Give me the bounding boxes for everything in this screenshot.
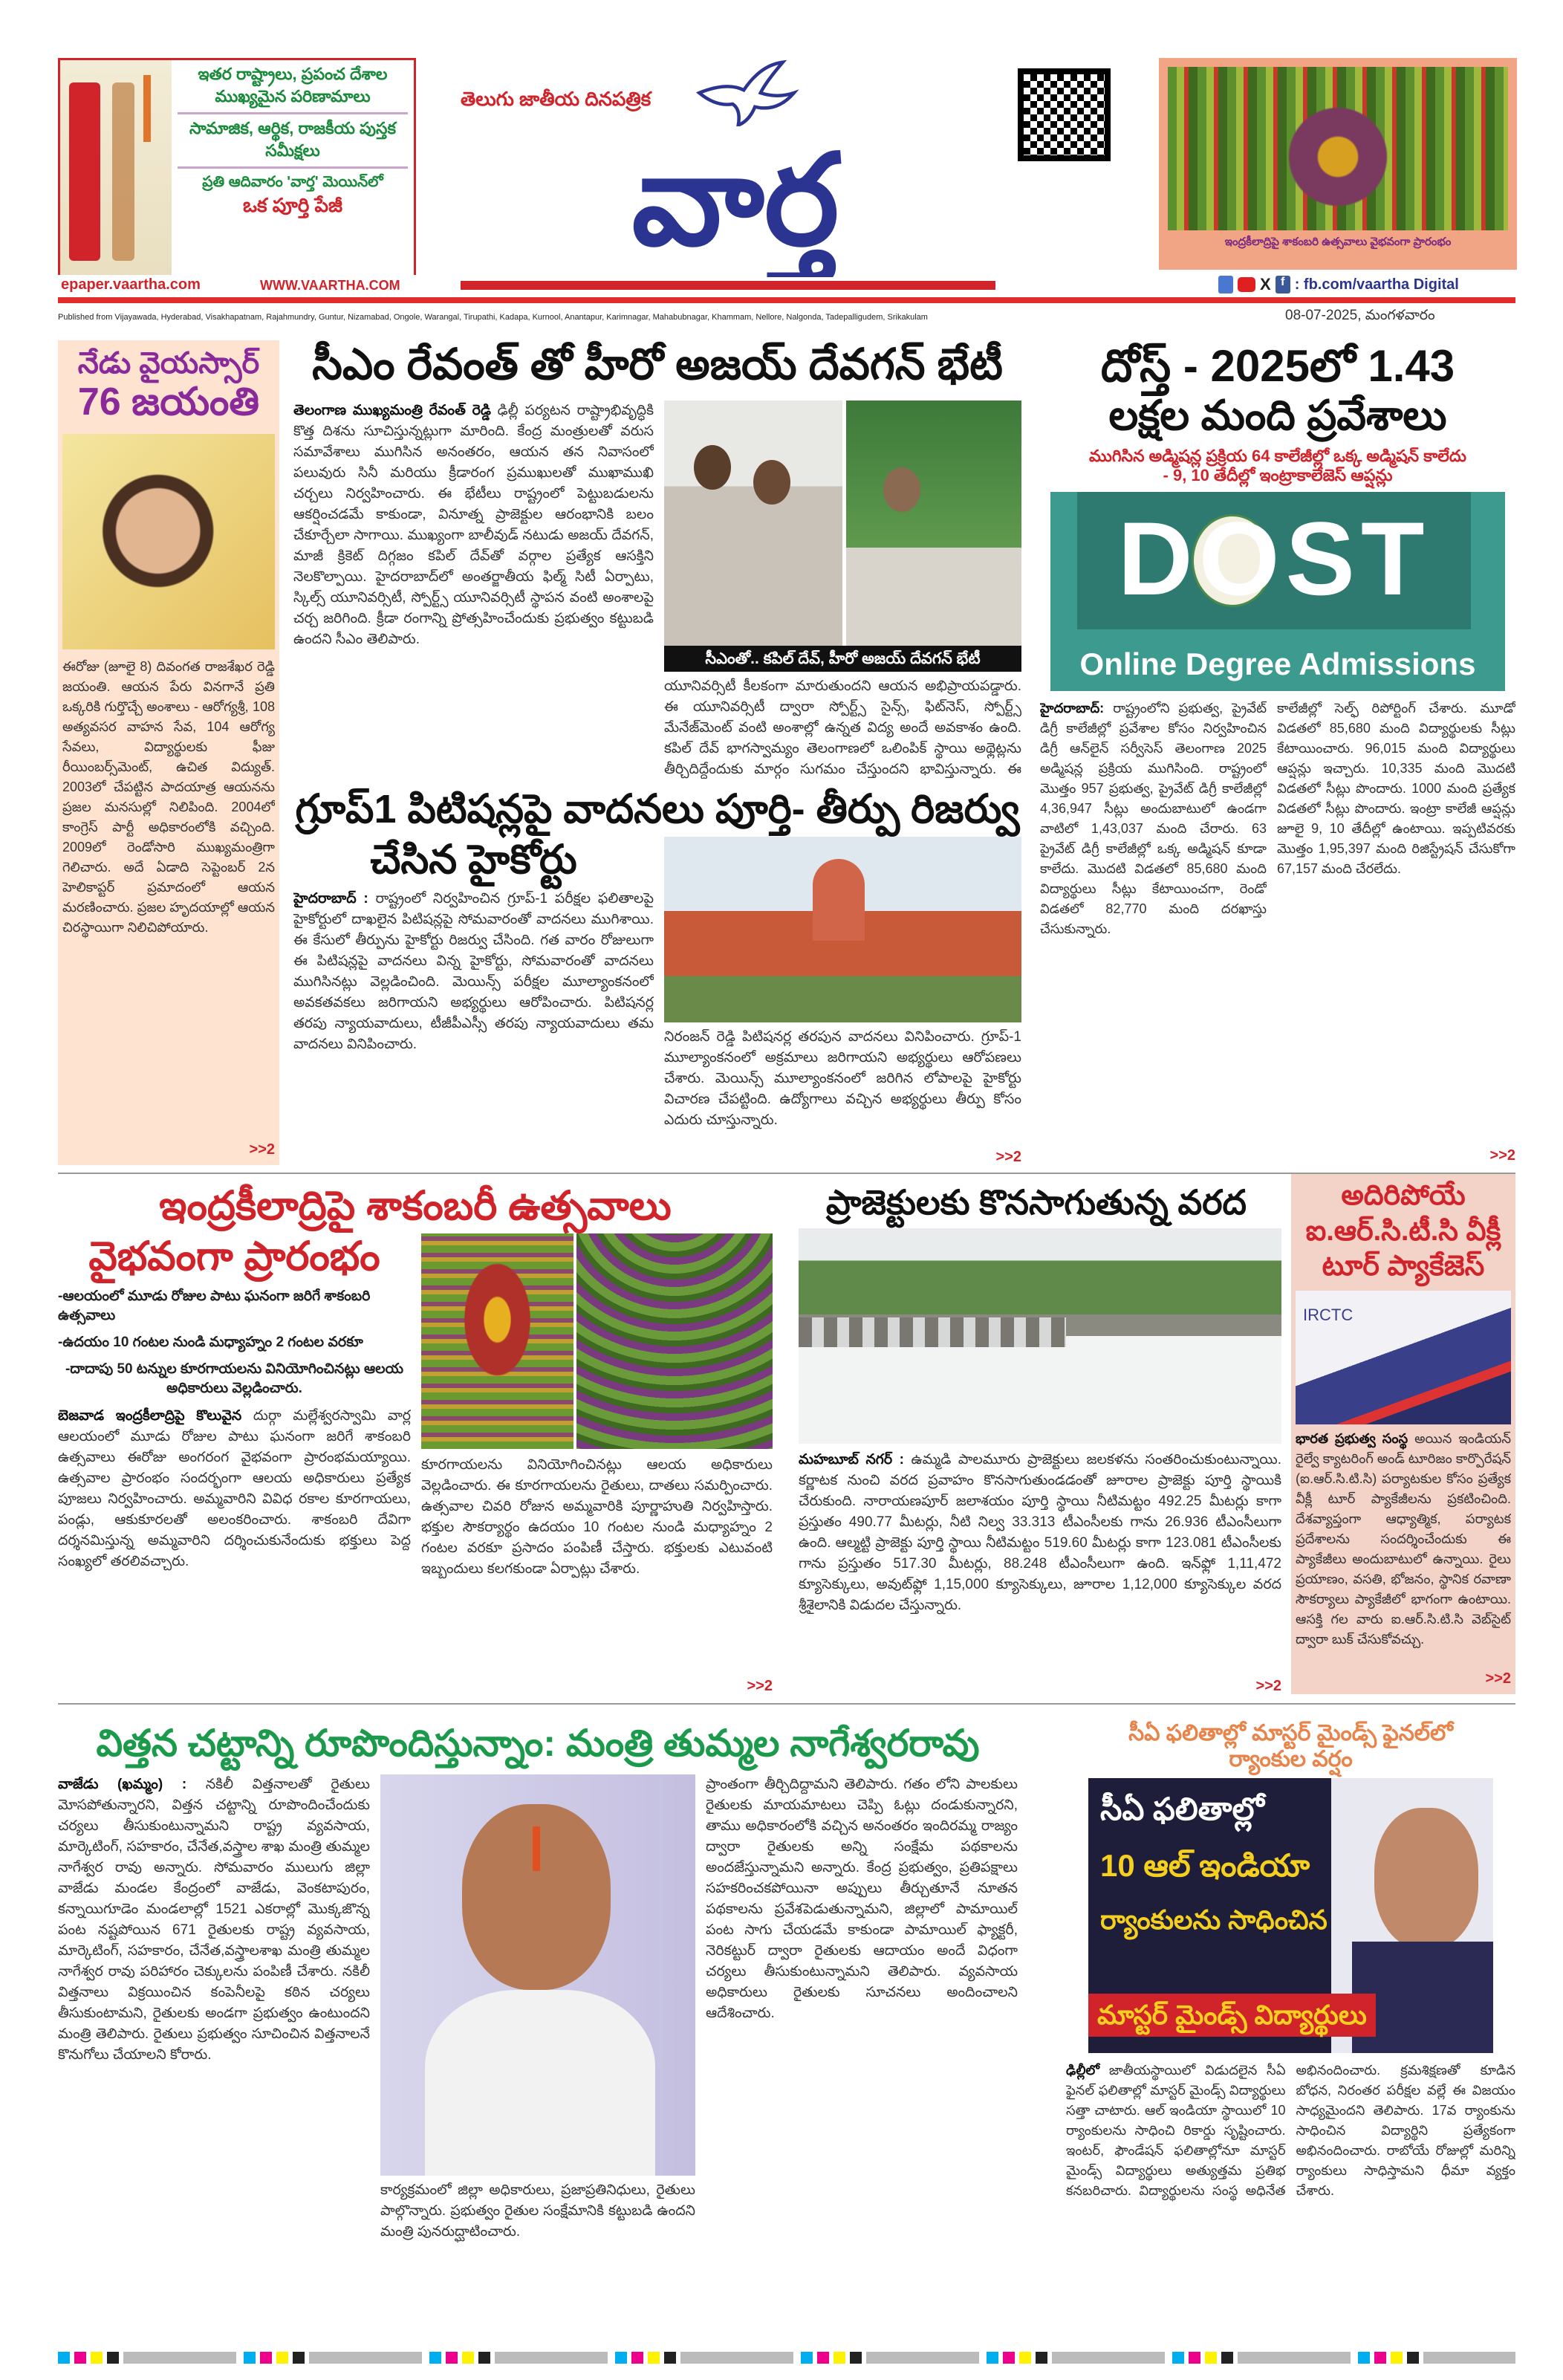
continued-link[interactable]: >>2 [747, 1678, 773, 1694]
dost-subhead-2: - 9, 10 తేదీల్లో ఇంట్రాకాలేజెస్ ఆప్షన్లు [1163, 465, 1393, 484]
shakambari-story [58, 1183, 773, 1696]
shakambari-bullets [58, 1287, 411, 1406]
cm-body: తెలంగాణ ముఖ్యమంత్రి రేవంత్ రెడ్డి ఢిల్లీ పర్యటన రాష్ట్రాభివృద్ధికి కొత్త దిశను సూచిస్తున్నట్లుగా మారింది. కేంద్ర మంత్రులతో వరుస సమావేశాలు ముగిసిన అనంతరం, ఆయన తన నివాసంలో పలువురు సినీ మరియు క్రీడారంగ ప్రముఖులతో ముఖాముఖి చర్చలు నిర్వహించారు. ఈ భేటీలు రాష్ట్రంలో పెట్టుబడులను ఆకర్షించడమే కాకుండా, వినూత్న ప్రాజెక్టుల ఆరంభానికి బలం చేకూర్చేలా సాగాయి. ముఖ్యంగా బాలీవుడ్ నటుడు అజయ్ దేవగన్, మాజీ క్రికెట్ దిగ్గజం కపిల్ దేవ్‌తో వర్గాల ప్రత్యేక ఆసక్తిని నెలకొల్పాయి. హైదరాబాద్‌లో అంతర్జాతీయ ఫిల్మ్ సిటీ ఏర్పాటు, స్కిల్స్ యూనివర్సిటీ, స్పోర్ట్స్ యూనివర్సిటీ స్థాపన వంటి అంశాలపై చర్చ జరిగింది. క్రీడా రంగాన్ని ప్రోత్సహించేందుకు ప్రభుత్వం కట్టుబడి ఉందని సీఎం తెలిపారు. [293, 402, 654, 647]
flood-story [791, 1183, 1281, 1696]
cm-kapil-dev-photo [846, 401, 1021, 646]
x-icon[interactable]: X [1260, 275, 1271, 294]
promo-line-4: ఒక పూర్తి పేజీ [243, 194, 342, 216]
irctc-headline-1: అదిరిపోయే [1341, 1180, 1466, 1211]
dost-body: హైదరాబాద్: రాష్ట్రంలోని ప్రభుత్వ, ప్రైవేట్ డిగ్రీ కాలేజీల్లో ప్రవేశాల కోసం నిర్వహించిన డిగ్రీ ఆన్‌లైన్ సర్వీసెస్ తెలంగాణ 2025 అడ్మిషన్ల ప్రక్రియ ముగిసింది. రాష్ట్రంలో మొత్తం 957 ప్రభుత్వ, ప్రైవేట్ డిగ్రీ కాలేజీల్లో 4,36,947 సీట్లు అందుబాటులో ఉండగా వాటిలో 1,43,037 మంది చేరారు. 63 ప్రైవేట్ డిగ్రీ కాలేజీల్లో ఒక్క అడ్మిషన్ కూడా కాలేదు. మొదటి విడతలో 85,680 మంది విద్యార్థులు సీట్లు కేటాయించగా, రెండో విడతలో 82,770 మంది దరఖాస్తు చేసుకున్నారు. [1040, 700, 1267, 936]
youtube-icon[interactable] [1238, 277, 1255, 292]
epaper-link[interactable]: epaper.vaartha.com [61, 276, 201, 293]
dost-logo-text: DOST [1117, 499, 1431, 617]
irctc-body: భారత ప్రభుత్వ సంస్థ అయిన ఇండియన్ రైల్వే క్యాటరింగ్ అండ్ టూరిజం కార్పొరేషన్ (ఐ.ఆర్.సి.టి.సి) పర్యాటకుల కోసం ప్రత్యేక వీక్లీ టూర్ ప్యాకేజీలను ప్రకటించింది. దేశవ్యాప్తంగా ఆధ్యాత్మిక, పర్యాటక ప్రదేశాలను సందర్శించేందుకు ఈ ప్యాకేజీలు అందుబాటులో ఉన్నాయి. రైలు ప్రయాణం, వసతి, భోజనం, స్థానిక రవాణా సౌకర్యాలు ప్యాకేజీలో భాగంగా ఉంటాయి. ఆసక్తి గల వారు ఐ.ఆర్.సి.టి.సి వెబ్‌సైట్ ద్వారా బుక్ చేసుకోవచ్చు. [1296, 1431, 1511, 1647]
cm-story [293, 340, 1021, 779]
shakambari-headline-2: వైభవంగా ప్రారంభం [88, 1234, 380, 1280]
magazine-banner-image [60, 60, 172, 275]
irctc-headline-2: ఐ.ఆర్.సి.టీ.సి వీక్లీ [1305, 1215, 1501, 1247]
shakambari-headline-1: ఇంద్రకీలాద్రిపై శాకంబరీ ఉత్సవాలు [159, 1184, 672, 1228]
minister-thummala-photo [380, 1774, 695, 2176]
dost-body-continued: కాలేజీల్లో సెల్ఫ్ రిపోర్టింగ్ చేశారు. మూడో విడతలో 85,680 మంది విద్యార్థులకు సీట్లు కేటాయించారు. 96,015 మంది విద్యార్థులు ఆప్షన్లు ఇచ్చారు. 10,335 మంది మొదటి విడతలో సీట్లు పొందారు. 1000 మంది ప్రత్యేక విడతలో సీట్లు పొందారు. ఇంట్రా కాలేజీ ఆప్షన్లు జూలై 9, 10 తేదీల్లో ఉంటాయి. ఇప్పటివరకు మొత్తం 1,95,397 మంది రిజిస్ట్రేషన్ చేసుకోగా 67,157 మంది చేరలేదు. [1277, 700, 1515, 876]
color-registration-bar [58, 2352, 1515, 2364]
shakambari-ear-image [1168, 67, 1508, 230]
bullet: -దాదాపు 50 టన్నుల కూరగాయలను వినియోగించినట్లు ఆలయ అధికారులు వెల్లడించారు. [65, 1361, 404, 1397]
ca-headline-2: ర్యాంకుల వర్షం [1229, 1746, 1353, 1771]
shakambari-deity-photo [421, 1233, 573, 1449]
promo-line-1: ఇతర రాష్ట్రాలు, ప్రపంచ దేశాల ముఖ్యమైన పరిణామాలు [178, 63, 408, 114]
cm-body-continued: యూనివర్సిటీ కీలకంగా మారుతుందని ఆయన అభిప్రాయపడ్డారు. ఈ యూనివర్సిటీ ద్వారా స్పోర్ట్స్ సైన్స్, ఫిట్‌నెస్, స్పోర్ట్స్ మేనేజ్‌మెంట్ వంటి అంశాల్లో ఉన్నత విద్య అందే అవకాశం ఉంది. కపిల్ దేవ్ భాగస్వామ్యం తెలంగాణలో ఒలింపిక్ స్థాయి అథ్లెట్లను తీర్చిదిద్దేందుకు మార్గం సుగమం చేస్తుందని భావిస్తున్నారు. ఈ [664, 678, 1021, 777]
shakambari-body-continued: కూరగాయలను వినియోగించినట్లు ఆలయ అధికారులు వెల్లడించారు. ఈ కూరగాయలను రైతులు, దాతలు సమర్పించారు. ఉత్సవాల చివరి రోజున అమ్మవారికి పూర్ణాహుతి నిర్వహిస్తారు. భక్తుల సౌకర్యార్థం ఉదయం 10 గంటల నుండి మధ్యాహ్నం 2 గంటల వరకూ ప్రసాదం పంపిణీ చేస్తారు. భక్తులకు ఎటువంటి ఇబ్బందులు కలగకుండా ఏర్పాట్లు చేశారు. [421, 1457, 773, 1578]
google-news-icon[interactable] [1218, 276, 1233, 294]
ad-line-1: సీఏ ఫలితాల్లో [1100, 1792, 1264, 1826]
ysr-box [58, 340, 279, 1165]
issue-date: 08-07-2025, మంగళవారం [1285, 308, 1435, 323]
continued-link[interactable]: >>2 [1255, 1678, 1281, 1694]
dost-subhead-1: ముగిసిన అడ్మిషన్ల ప్రక్రియ 64 కాలేజీల్లో ఒక్క అడ్మిషన్ కాలేదు [1088, 447, 1467, 466]
row-divider [58, 1703, 1515, 1705]
shakambari-body: బెజవాడ ఇంద్రకీలాద్రిపై కొలువైన దుర్గా మల్లేశ్వరస్వామి వార్ల ఆలయంలో మూడు రోజుల పాటు ఘనంగా జరిగే శాకంబరి ఉత్సవాలు ఈరోజు అంగరంగ వైభవంగా ప్రారంభమయ్యాయి. ఉత్సవాల ప్రారంభం సందర్భంగా ఆలయ అధికారులు ప్రత్యేక పూజలు నిర్వహించారు. అమ్మవారిని వివిధ రకాల కూరగాయలు, పండ్లు, ఆకుకూరలతో అలంకరించారు. శాకంబరి దేవిగా దర్శనమిస్తున్న అమ్మవారిని దర్శించుకునేందుకు భక్తులు పెద్ద సంఖ్యలో తరలివచ్చారు. [58, 1408, 411, 1570]
ysr-title-2: 76 జయంతి [77, 380, 260, 424]
ear-caption: ఇంద్రకీలాద్రిపై శాకంబరి ఉత్సవాలు వైభవంగా ప్రారంభం [1224, 236, 1452, 248]
thummala-body-bottom: కార్యక్రమంలో జిల్లా అధికారులు, ప్రజాప్రతినిధులు, రైతులు పాల్గొన్నారు. ప్రభుత్వం రైతుల సంక్షేమానికి కట్టుబడి ఉందని మంత్రి పునరుద్ఘాటించారు. [380, 2182, 695, 2240]
dost-story [1040, 340, 1515, 1165]
promo-line-3: ప్రతి ఆదివారం 'వార్త' మెయిన్‌లో [202, 174, 383, 190]
flood-body: మహబూబ్ నగర్ : ఉమ్మడి పాలమూరు ప్రాజెక్టులు జలకళను సంతరించుకుంటున్నాయి. కర్ణాటక నుంచి వరద ప్రవాహం కొనసాగుతుండడంతో జూరాల ప్రాజెక్టు పూర్తి స్థాయికి చేరుకుంది. నారాయణపూర్ జలాశయం పూర్తి స్థాయి నీటిమట్టం 492.25 మీటర్లు కాగా ప్రస్తుతం 490.77 మీటర్లు, నీటి నిల్వ 33.313 టీఎంసీలకు గాను 26.936 టీఎంసీలుగా ఉంది. ఆల్మట్టి ప్రాజెక్టు పూర్తి స్థాయి నీటిమట్టం 519.60 మీటర్లు కాగా 123.081 టీఎంసీలకు గాను ప్రస్తుతం 517.30 మీటర్లు, 88.248 టీఎంసీలుగా ఉంది. ఇన్‌ఫ్లో 1,11,472 క్యూసెక్కులు, అవుట్‌ఫ్లో 1,15,000 క్యూసెక్కులు, జూరాల 1,12,000 క్యూసెక్కుల వరద శ్రీశైలానికి విడుదల చేస్తున్నారు. [799, 1451, 1281, 1613]
ad-line-3: ర్యాంకులను సాధించిన [1100, 1904, 1328, 1935]
group1-body: హైదరాబాద్ : రాష్ట్రంలో నిర్వహించిన గ్రూప్-1 పరీక్షల ఫలితాలపై హైకోర్టులో దాఖలైన పిటిషన్లపై సోమవారంతో వాదనలు ముగిశాయి. ఈ కేసులో తీర్పును హైకోర్టు రిజర్వు చేసింది. గత వారం రోజులుగా ఈ పిటిషన్లపై వాదనలు విన్న హైకోర్టు, సోమవారంతో వాదనలు ముగిసినట్లు వెల్లడించింది. మెయిన్స్ పరీక్షల మూల్యాంకనంలో అవకతవకలు జరిగాయని అభ్యర్థులు ఆరోపించారు. పిటిషనర్ల తరపు న్యాయవాదులు, టీజీపీఎస్సీ తరపు న్యాయవాదులు తమ వాదనలు వినిపించారు. [293, 891, 654, 1053]
group1-story [293, 786, 1021, 1167]
master-minds-ad-image [1088, 1778, 1493, 2053]
ysr-body: ఈరోజు (జూలై 8) దివంగత రాజశేఖర రెడ్డి జయంతి. ఆయన పేరు వినగానే ప్రతి ఒక్కరికి గుర్తొచ్చే అంశాలు - ఆరోగ్యశ్రీ, 108 అత్యవసర వాహన సేవ, 104 ఆరోగ్య సేవలు, విద్యార్థులకు ఫీజు రీయింబర్స్‌మెంట్, ఉచిత విద్యుత్. 2003లో చేపట్టిన పాదయాత్ర ఆయనను ప్రజల మనసుల్లో నిలిపింది. 2004లో కాంగ్రెస్ పార్టీ అధికారంలోకి వచ్చింది. 2009లో రెండోసారి ముఖ్యమంత్రిగా గెలిచారు. అదే ఏడాది సెప్టెంబర్ 2న హెలికాప్టర్ ప్రమాదంలో ఆయన మరణించారు. ప్రజల హృదయాల్లో ఆయన చిరస్థాయిగా నిలిచిపోయారు. [62, 658, 275, 935]
ca-body: ఢిల్లీలో జాతీయస్థాయిలో విడుదలైన సీఏ ఫైనల్ ఫలితాల్లో మాస్టర్ మైండ్స్ విద్యార్థులు సత్తా చాటారు. ఆల్ ఇండియా స్థాయిలో 10 ర్యాంకులను సాధించి రికార్డు సృష్టించారు. ఇంటర్, ఫౌండేషన్ ఫలితాల్లోనూ మాస్టర్ మైండ్స్ విద్యార్థులు అత్యుత్తమ ప్రతిభ కనబరిచారు. విద్యార్థులను సంస్థ అధినేత అభినందించారు. క్రమశిక్షణతో కూడిన బోధన, నిరంతర పరీక్షల వల్లే ఈ విజయం సాధ్యమైందని తెలిపారు. 17వ ర్యాంకును సాధించిన విద్యార్థిని ప్రత్యేకంగా అభినందించారు. రాబోయే రోజుల్లో మరిన్ని ర్యాంకులు సాధిస్తామని ధీమా వ్యక్తం చేశారు. [1066, 2063, 1515, 2198]
promo-box[interactable] [58, 58, 416, 275]
bullet: -ఉదయం 10 గంటల నుండి మధ్యాహ్నం 2 గంటల వరకూ [58, 1335, 363, 1351]
irctc-train-photo [1296, 1291, 1511, 1424]
qr-code[interactable] [1018, 68, 1111, 161]
thummala-body-continued: ప్రాంతంగా తీర్చిదిద్దామని తెలిపారు. గతం లోని పాలకులు రైతులకు మాయమాటలు చెప్పి ఓట్లు దండుకున్నారని, తాము అధికారంలోకి వచ్చిన అనంతరం ఇందిరమ్మ రాజ్యం ద్వారా రైతులకు అన్ని సంక్షేమ పథకాలను అందజేస్తున్నామని అన్నారు. కేంద్ర ప్రభుత్వం, ప్రతిపక్షాలు సహకరించకపోయినా అప్పులు తీర్చుతూనే నూతన పథకాలను ప్రవేశపెడుతున్నామని, జిల్లాలో పామాయిల్ పంట సాగు చేయడమే కాకుండా పామాయిల్ ఫ్యాక్టరీ, నెరికట్టుర్ ద్వారా రైతులకు ఆదాయం అందే విధంగా చర్యలు తీసుకుంటున్నామని తెలిపారు. వ్యవసాయ అధికారులు రైతులకు సూచనలు అందించాలని ఆదేశించారు. [706, 1776, 1018, 2021]
dost-subtitle: Online Degree Admissions [1079, 646, 1476, 681]
irctc-box [1291, 1174, 1515, 1694]
dost-headline-2: లక్షల మంది ప్రవేశాలు [1108, 392, 1447, 438]
facebook-link[interactable]: : fb.com/vaartha Digital [1294, 276, 1459, 293]
dove-icon [676, 59, 817, 126]
continued-link[interactable]: >>2 [1485, 1670, 1511, 1687]
continued-link[interactable]: >>2 [995, 1149, 1021, 1165]
published-from: Published from Vijayawada, Hyderabad, Visakhapatnam, Rajahmundry, Guntur, Nizamabad, Ongole, Warangal, Tirupathi, Kadapa, Kurnool, Anantapur, Karimnagar, Mahabubnagar, Khammam, Nellore, Nalgonda, Tadepalligudem, Srikakulam [58, 313, 928, 322]
group1-body-continued: నిరంజన్ రెడ్డి పిటిషనర్ల తరపున వాదనలు వినిపించారు. గ్రూప్-1 మూల్యాంకనంలో అక్రమాలు జరిగాయని అభ్యర్థులు ఆరోపణలు చేశారు. మెయిన్స్ మూల్యాంకనంలో జరిగిన లోపాలపై హైకోర్టు విచారణ చేపట్టింది. ఉద్యోగాలు వచ్చిన అభ్యర్థులు తీర్పు కోసం ఎదురు చూస్తున్నారు. [664, 1029, 1021, 1129]
social-row[interactable] [1218, 275, 1459, 294]
ysr-title-1: నేడు వైయస్సార్ [77, 347, 260, 380]
flood-headline: ప్రాజెక్టులకు కొనసాగుతున్న వరద [825, 1183, 1247, 1222]
dost-headline-1: దోస్త్ - 2025లో 1.43 [1100, 341, 1455, 391]
newspaper-tagline: తెలుగు జాతీయ దినపత్రిక [461, 88, 651, 110]
cm-ajay-devgn-photo [664, 401, 842, 646]
group1-headline-1: గ్రూప్1 పిటిషన్లపై వాదనలు పూర్తి- తీర్పు రిజర్వు [295, 787, 1020, 831]
ca-story [1066, 1721, 1515, 2328]
thummala-body: వాజేడు (ఖమ్మం) : నకిలీ విత్తనాలతో రైతులు మోసపోతున్నారని, విత్తన చట్టాన్ని రూపొందించేందుకు చర్యలు తీసుకుంటున్నామని రాష్ట్ర వ్యవసాయ, మార్కెటింగ్, సహకారం, చేనేత,వస్త్రాల శాఖ మంత్రి తుమ్మల నాగేశ్వర రావు అన్నారు. సోమవారం ములుగు జిల్లా వాజేడు మండల కేంద్రంలో వాజేడు, వెంకటాపురం, కన్నాయిగూడెం మండలాల్లో 1521 ఎకరాల్లో మొక్కజొన్న పంట నష్టపోయిన 671 రైతులకు రాష్ట్ర వ్యవసాయ, మార్కెటింగ్, సహకారం, చేనేత,వస్త్రాలశాఖ మంత్రి తుమ్మల నాగేశ్వర రావు పరిహారం చెక్కులను పంపిణీ చేశారు. నకిలీ విత్తనాలు విక్రయించిన కంపెనీలపై కఠిన చర్యలు తీసుకుంటామని, రైతులకు అండగా ప్రభుత్వం ఉంటుందని మంత్రి తెలిపారు. రైతులు ప్రభుత్వం సూచించిన విత్తనాలనే కొనుగోలు చేయాలని కోరారు. [58, 1776, 370, 2063]
masthead-red-rule [58, 297, 1515, 303]
ca-headline-1: సీఏ ఫలితాల్లో మాస్టర్ మైండ్స్ ఫైనల్‌లో [1128, 1721, 1453, 1745]
bullet: -ఆలయంలో మూడు రోజుల పాటు ఘనంగా జరిగే శాకంబరి ఉత్సవాలు [58, 1288, 371, 1324]
logo-underline [461, 281, 995, 290]
ysr-portrait [62, 434, 275, 649]
shakambari-vegetable-photo [576, 1233, 773, 1449]
dost-banner-image [1050, 492, 1505, 691]
cm-headline: సీఎం రేవంత్ తో హీరో అజయ్ దేవగన్ భేటీ [312, 340, 1003, 389]
ad-line-2: 10 ఆల్ ఇండియా [1100, 1848, 1310, 1883]
promo-line-2: సామాజిక, ఆర్థిక, రాజకీయ పుస్తక సమీక్షలు [178, 114, 408, 169]
dam-flood-photo [799, 1228, 1281, 1444]
cm-photo-caption: సీఎంతో.. కపిల్ దేవ్, హీరో అజయ్ దేవగన్ భేటీ [664, 646, 1021, 672]
thummala-story [58, 1722, 1018, 2328]
vaartha-logo: వార్త [631, 130, 839, 271]
group1-headline-2: చేసిన హైకోర్టు [370, 837, 577, 883]
continued-link[interactable]: >>2 [249, 1141, 275, 1158]
continued-link[interactable]: >>2 [1489, 1147, 1515, 1164]
irctc-logo: IRCTC [1303, 1306, 1354, 1325]
ad-line-4: మాస్టర్ మైండ్స్ విద్యార్థులు [1088, 1994, 1376, 2037]
facebook-icon[interactable]: f [1276, 276, 1290, 294]
website-link[interactable]: WWW.VAARTHA.COM [260, 278, 400, 293]
ear-photo-box [1159, 58, 1517, 270]
high-court-photo [664, 837, 1021, 1022]
thummala-headline: విత్తన చట్టాన్ని రూపొందిస్తున్నాం: మంత్రి తుమ్మల నాగేశ్వరరావు [96, 1722, 980, 1764]
irctc-headline-3: టూర్ ప్యాకేజెస్ [1322, 1251, 1485, 1283]
